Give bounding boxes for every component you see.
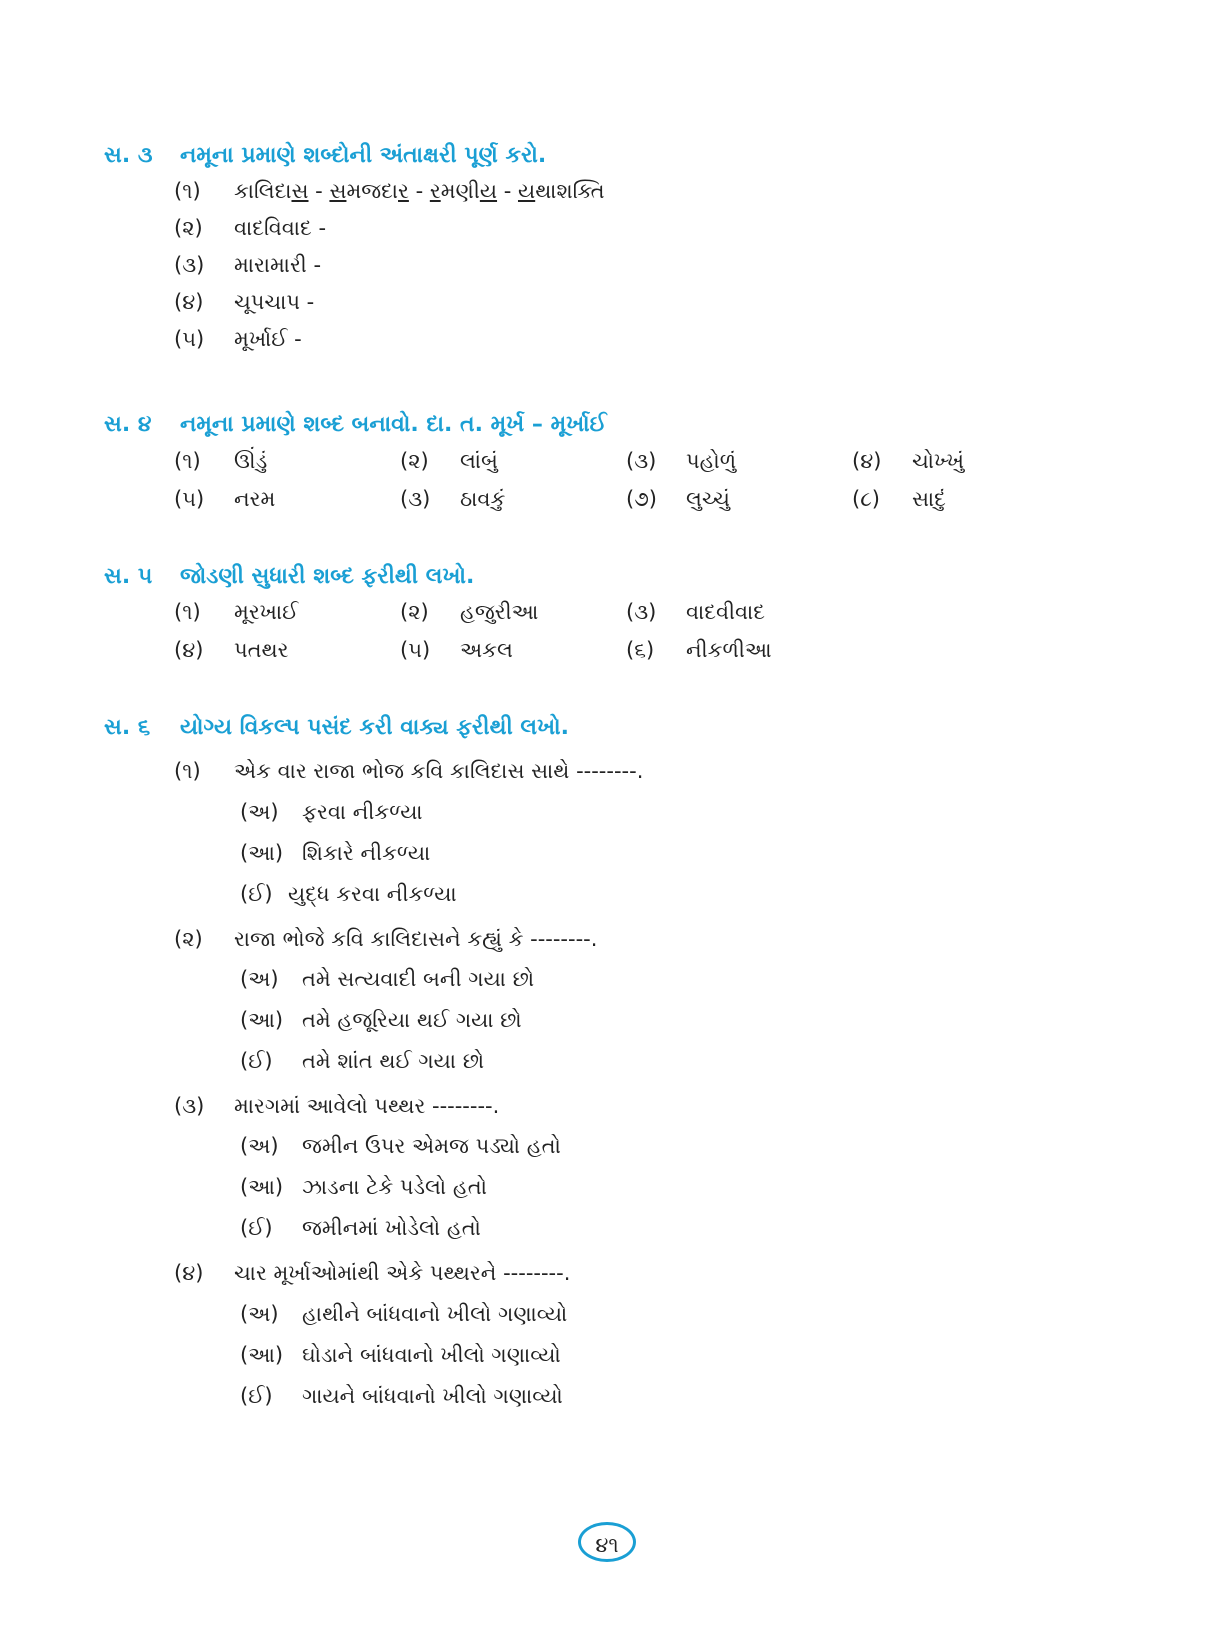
mcq-question [174,752,643,790]
mcq-option [240,875,457,913]
item-number: (૧) [174,759,201,783]
item-number: (૮) [852,487,880,511]
underlined-letter: ય [517,179,536,203]
mcq-question [174,920,597,958]
option-letter: (ઈ) [240,1049,273,1073]
option-letter: (ઈ) [240,1384,273,1408]
mcq-question [174,1087,499,1125]
list-item [174,320,302,358]
item-number: (૩) [174,253,205,277]
item-text: લાંબું [460,449,498,473]
list-item [174,209,326,247]
question-title: નમૂના પ્રમાણે શબ્દ બનાવો. દા. ત. મૂર્ખ – મૂર્ખાઈ [180,412,607,437]
text-part: થાશક્તિ [535,179,605,203]
mcq-option [240,1377,563,1415]
item-number: (૨) [174,216,203,240]
item-text: પહોળું [686,449,737,473]
item-number: (૩) [626,600,657,624]
option-text: ઘોડાને બાંધવાનો ખીલો ગણાવ્યો [302,1343,561,1367]
list-item [400,593,538,631]
item-number: (૩) [626,449,657,473]
option-letter: (અ) [240,1302,279,1326]
item-number: (૭) [626,487,657,511]
item-text: વાદવિવાદ - [234,216,327,240]
item-number: (૩) [400,487,431,511]
item-text: રાજા ભોજે કવિ કાલિદાસને કહ્યું કે --------. [234,927,598,951]
item-number: (૫) [174,327,205,351]
question-number: સ. ૩ [104,143,153,168]
item-number: (૪) [174,290,204,314]
item-number: (૨) [400,449,429,473]
mcq-option [240,1001,522,1039]
option-text: હાથીને બાંધવાનો ખીલો ગણાવ્યો [302,1302,568,1326]
item-number: (૪) [174,1261,204,1285]
option-letter: (આ) [240,841,284,865]
list-item [852,480,946,518]
item-number: (૧) [174,600,201,624]
option-text: શિકારે નીકળ્યા [302,841,431,865]
question-number: સ. ૪ [104,412,152,437]
option-letter: (અ) [240,967,279,991]
mcq-option [240,793,423,831]
list-item [174,593,298,631]
item-text: મૂર્ખાઈ - [234,327,302,351]
item-text: અકલ [460,638,513,662]
option-letter: (ઈ) [240,1216,273,1240]
option-text: યુદ્ધ કરવા નીકળ્યા [288,882,457,906]
list-item [174,172,605,210]
item-text: વાદવીવાદ [686,600,766,624]
item-text: ચોખ્ખું [912,449,965,473]
mcq-option [240,1295,567,1333]
item-text: એક વાર રાજા ભોજ કવિ કાલિદાસ સાથે --------. [234,759,644,783]
option-text: જમીનમાં ખોડેલો હતો [302,1216,481,1240]
question-title: જોડણી સુધારી શબ્દ ફરીથી લખો. [180,564,475,589]
item-text: ઊંડું [234,449,268,473]
option-letter: (અ) [240,1134,279,1158]
item-number: (૧) [174,179,201,203]
list-item [174,480,275,518]
mcq-option [240,960,534,998]
list-item [626,480,730,518]
item-text: મારગમાં આવેલો પથ્થર --------. [234,1094,500,1118]
list-item [400,631,513,669]
item-number: (૪) [174,638,204,662]
mcq-option [240,834,430,872]
item-text: મૂરખાઈ [234,600,299,624]
item-text: ઠાવકું [460,487,506,511]
option-text: તમે સત્યવાદી બની ગયા છો [302,967,535,991]
mcq-option [240,1168,487,1206]
option-text: જમીન ઉપર એમજ પડ્યો હતો [302,1134,561,1158]
option-text: ઝાડના ટેકે પડેલો હતો [302,1175,487,1199]
option-letter: (અ) [240,800,279,824]
question-4-heading [104,405,607,445]
option-text: તમે હજૂરિયા થઈ ગયા છો [302,1008,522,1032]
option-text: ગાયને બાંધવાનો ખીલો ગણાવ્યો [302,1384,563,1408]
question-3-heading [104,136,546,176]
underlined-letter: ર [398,179,409,203]
mcq-option [240,1209,481,1247]
item-text: ચૂપચાપ - [234,290,315,314]
item-text: ચાર મૂર્ખાઓમાંથી એકે પથ્થરને --------. [234,1261,571,1285]
option-text: તમે શાંત થઈ ગયા છો [302,1049,485,1073]
item-text: હજુરીઆ [460,600,539,624]
item-number: (૬) [626,638,655,662]
list-item [174,442,267,480]
item-text [234,172,605,210]
item-number: (૨) [400,600,429,624]
question-title: નમૂના પ્રમાણે શબ્દોની અંતાક્ષરી પૂર્ણ કરો. [180,143,547,168]
question-6-heading [104,708,569,748]
list-item [852,442,964,480]
item-number: (૫) [174,487,205,511]
mcq-option [240,1042,484,1080]
mcq-question [174,1254,570,1292]
underlined-letter: સ [291,179,309,203]
text-part: મજદા [346,179,399,203]
list-item [626,631,772,669]
underlined-letter: ય [479,179,498,203]
page-number: ૪૧ [578,1522,636,1562]
text-part: - [497,179,518,203]
item-number: (૧) [174,449,201,473]
underlined-letter: ર [429,179,441,203]
item-text: નરમ [234,487,276,511]
item-text: લુચ્ચું [686,487,730,511]
item-number: (૩) [174,1094,205,1118]
list-item [400,442,498,480]
option-letter: (આ) [240,1175,284,1199]
item-number: (૪) [852,449,882,473]
option-letter: (આ) [240,1008,284,1032]
list-item [626,442,736,480]
option-letter: (આ) [240,1343,284,1367]
text-part: મણી [440,179,480,203]
underlined-letter: સ [329,179,347,203]
question-5-heading [104,557,474,597]
list-item [174,631,289,669]
question-title: યોગ્ય વિકલ્પ પસંદ કરી વાક્ય ફરીથી લખો. [180,715,569,740]
item-number: (૨) [174,927,203,951]
item-text: સાદું [912,487,946,511]
list-item [400,480,505,518]
list-item [174,283,314,321]
text-part: - [308,179,330,203]
option-letter: (ઈ) [240,882,273,906]
mcq-option [240,1336,561,1374]
list-item [626,593,765,631]
item-number: (૫) [400,638,431,662]
item-text: મારામારી - [234,253,322,277]
text-part: - [408,179,430,203]
item-text: પતથર [234,638,289,662]
list-item [174,246,321,284]
text-part: કાલિદા [234,179,292,203]
question-number: સ. ૫ [104,564,153,589]
mcq-option [240,1127,561,1165]
option-text: ફરવા નીકળ્યા [302,800,423,824]
question-number: સ. ૬ [104,715,151,740]
item-text: નીકળીઆ [686,638,772,662]
